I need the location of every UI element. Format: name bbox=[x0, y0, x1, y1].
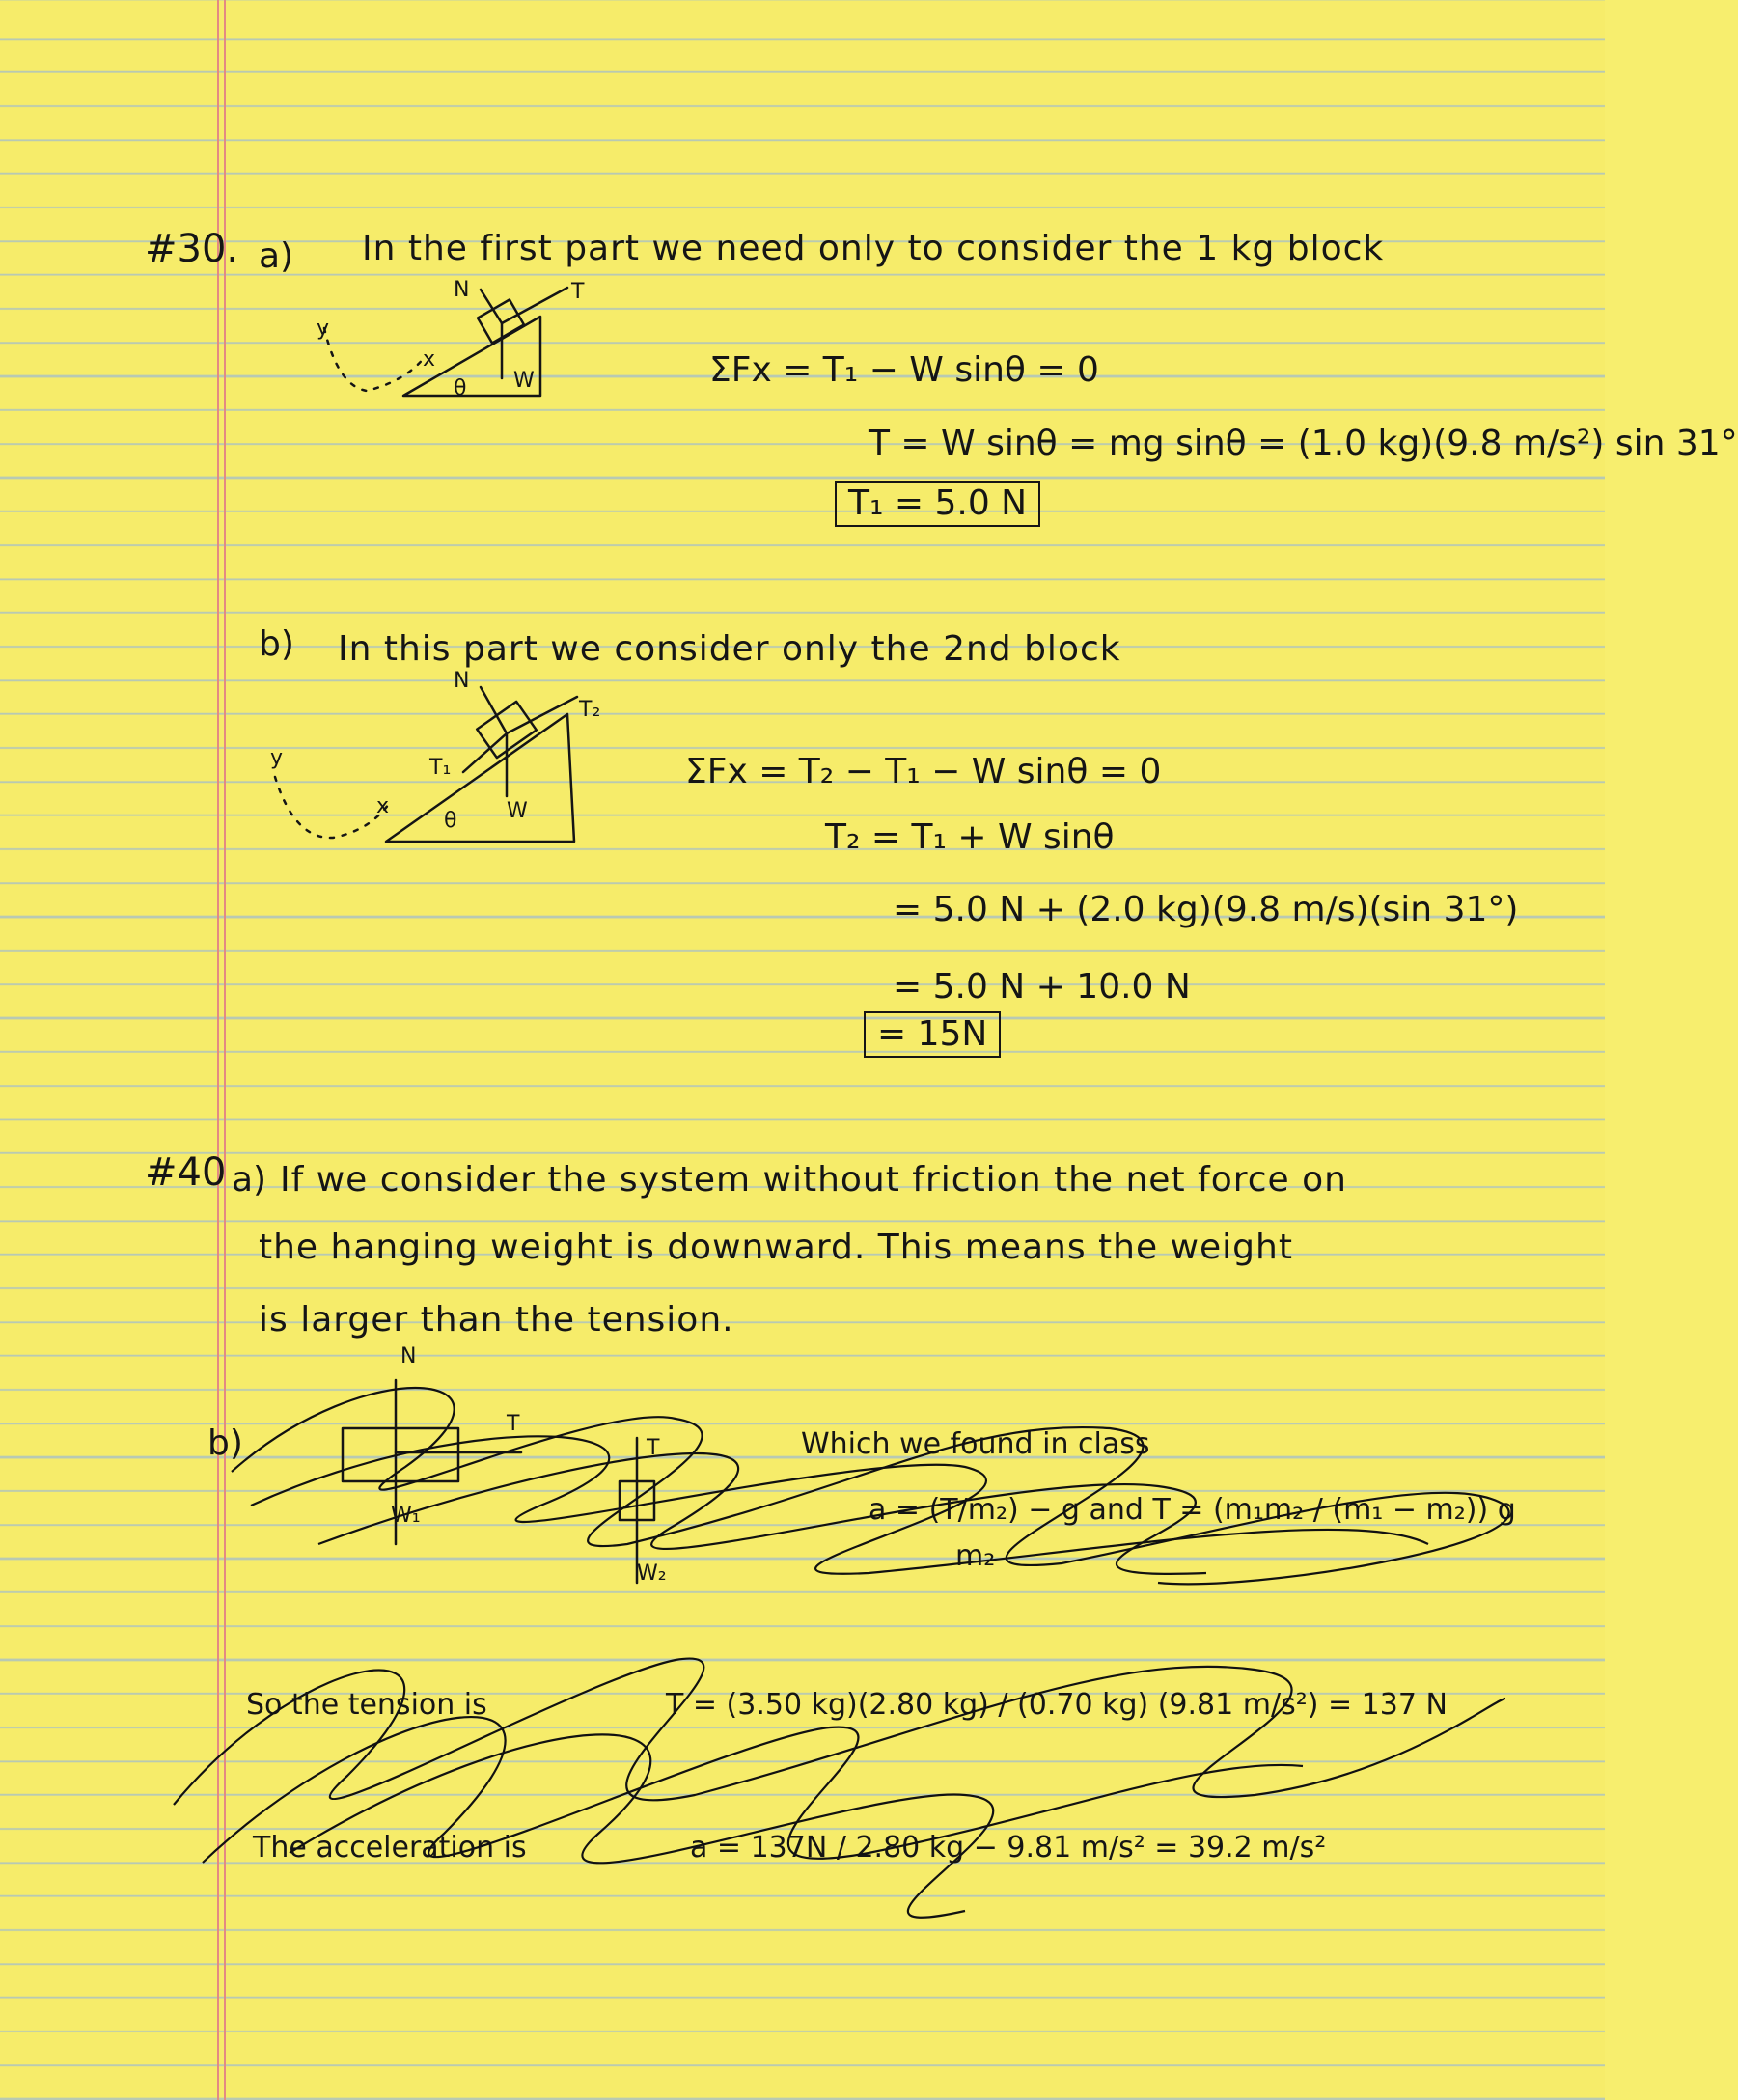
diagram-b-angle: θ bbox=[444, 809, 457, 833]
diagram-a-angle: θ bbox=[454, 376, 467, 401]
acceleration-equation: a = 137N / 2.80 kg − 9.81 m/s² = 39.2 m/s² bbox=[690, 1831, 1327, 1865]
diagram-a-y: y bbox=[317, 317, 330, 341]
diagram-b-normal: N bbox=[454, 669, 470, 693]
p40-a-line1: If we consider the system without friction the net force on bbox=[280, 1160, 1347, 1200]
p40-part-b-label: b) bbox=[207, 1423, 243, 1463]
margin-line-right bbox=[224, 0, 226, 2100]
diagram-a-weight: W bbox=[513, 369, 535, 393]
diagram-a-tension: T bbox=[571, 280, 585, 304]
part-a-intro: In the first part we need only to consider the 1 kg block bbox=[362, 229, 1385, 268]
crossed-m2: m₂ bbox=[955, 1539, 996, 1573]
acceleration-label: The acceleration is bbox=[253, 1831, 527, 1865]
fbd-tension-2: T bbox=[647, 1436, 660, 1460]
problem-30-number: #30. bbox=[145, 227, 239, 271]
so-tension-label: So the tension is bbox=[246, 1688, 487, 1722]
fbd-w2: W₂ bbox=[637, 1561, 667, 1586]
answer-t2: = 15N bbox=[864, 1011, 1001, 1058]
p40-a-line2: the hanging weight is downward. This means the weight bbox=[259, 1228, 1293, 1267]
crossed-equation: a = (T/m₂) − g and T = (m₁m₂ / (m₁ − m₂)) g bbox=[869, 1493, 1516, 1527]
problem-40-number: #40 bbox=[145, 1150, 227, 1195]
fbd-normal: N bbox=[400, 1344, 417, 1368]
eq-values: = 5.0 N + 10.0 N bbox=[893, 967, 1191, 1007]
answer-t1: T₁ = 5.0 N bbox=[835, 481, 1040, 527]
diagram-a-normal: N bbox=[454, 278, 470, 302]
eq-t2: T₂ = T₁ + W sinθ bbox=[825, 817, 1115, 857]
part-b-intro: In this part we consider only the 2nd block bbox=[338, 629, 1121, 669]
fbd-tension-1: T bbox=[507, 1412, 520, 1436]
diagram-b-x: x bbox=[376, 794, 390, 818]
diagram-b-t2: T₂ bbox=[579, 698, 601, 722]
tension-equation: T = (3.50 kg)(2.80 kg) / (0.70 kg) (9.81 m/s²) = 137 N bbox=[666, 1688, 1448, 1722]
margin-line-left bbox=[217, 0, 219, 2100]
diagram-b-y: y bbox=[270, 746, 284, 770]
crossed-text-class: Which we found in class bbox=[801, 1427, 1150, 1461]
eq-sum-fx-b: ΣFx = T₂ − T₁ − W sinθ = 0 bbox=[685, 752, 1162, 791]
diagram-b-t1: T₁ bbox=[429, 756, 452, 780]
p40-part-a-label: a) bbox=[232, 1160, 267, 1200]
part-a-label: a) bbox=[259, 236, 294, 276]
diagram-a-x: x bbox=[423, 347, 436, 372]
eq-substitution: = 5.0 N + (2.0 kg)(9.8 m/s)(sin 31°) bbox=[893, 890, 1519, 929]
p40-a-line3: is larger than the tension. bbox=[259, 1300, 734, 1340]
eq-tension-a: T = W sinθ = mg sinθ = (1.0 kg)(9.8 m/s²) sin 31° bbox=[869, 424, 1738, 463]
part-b-label: b) bbox=[259, 624, 294, 664]
eq-sum-fx-a: ΣFx = T₁ − W sinθ = 0 bbox=[709, 350, 1099, 390]
fbd-w1: W₁ bbox=[391, 1504, 421, 1528]
diagram-b-weight: W bbox=[507, 799, 528, 823]
